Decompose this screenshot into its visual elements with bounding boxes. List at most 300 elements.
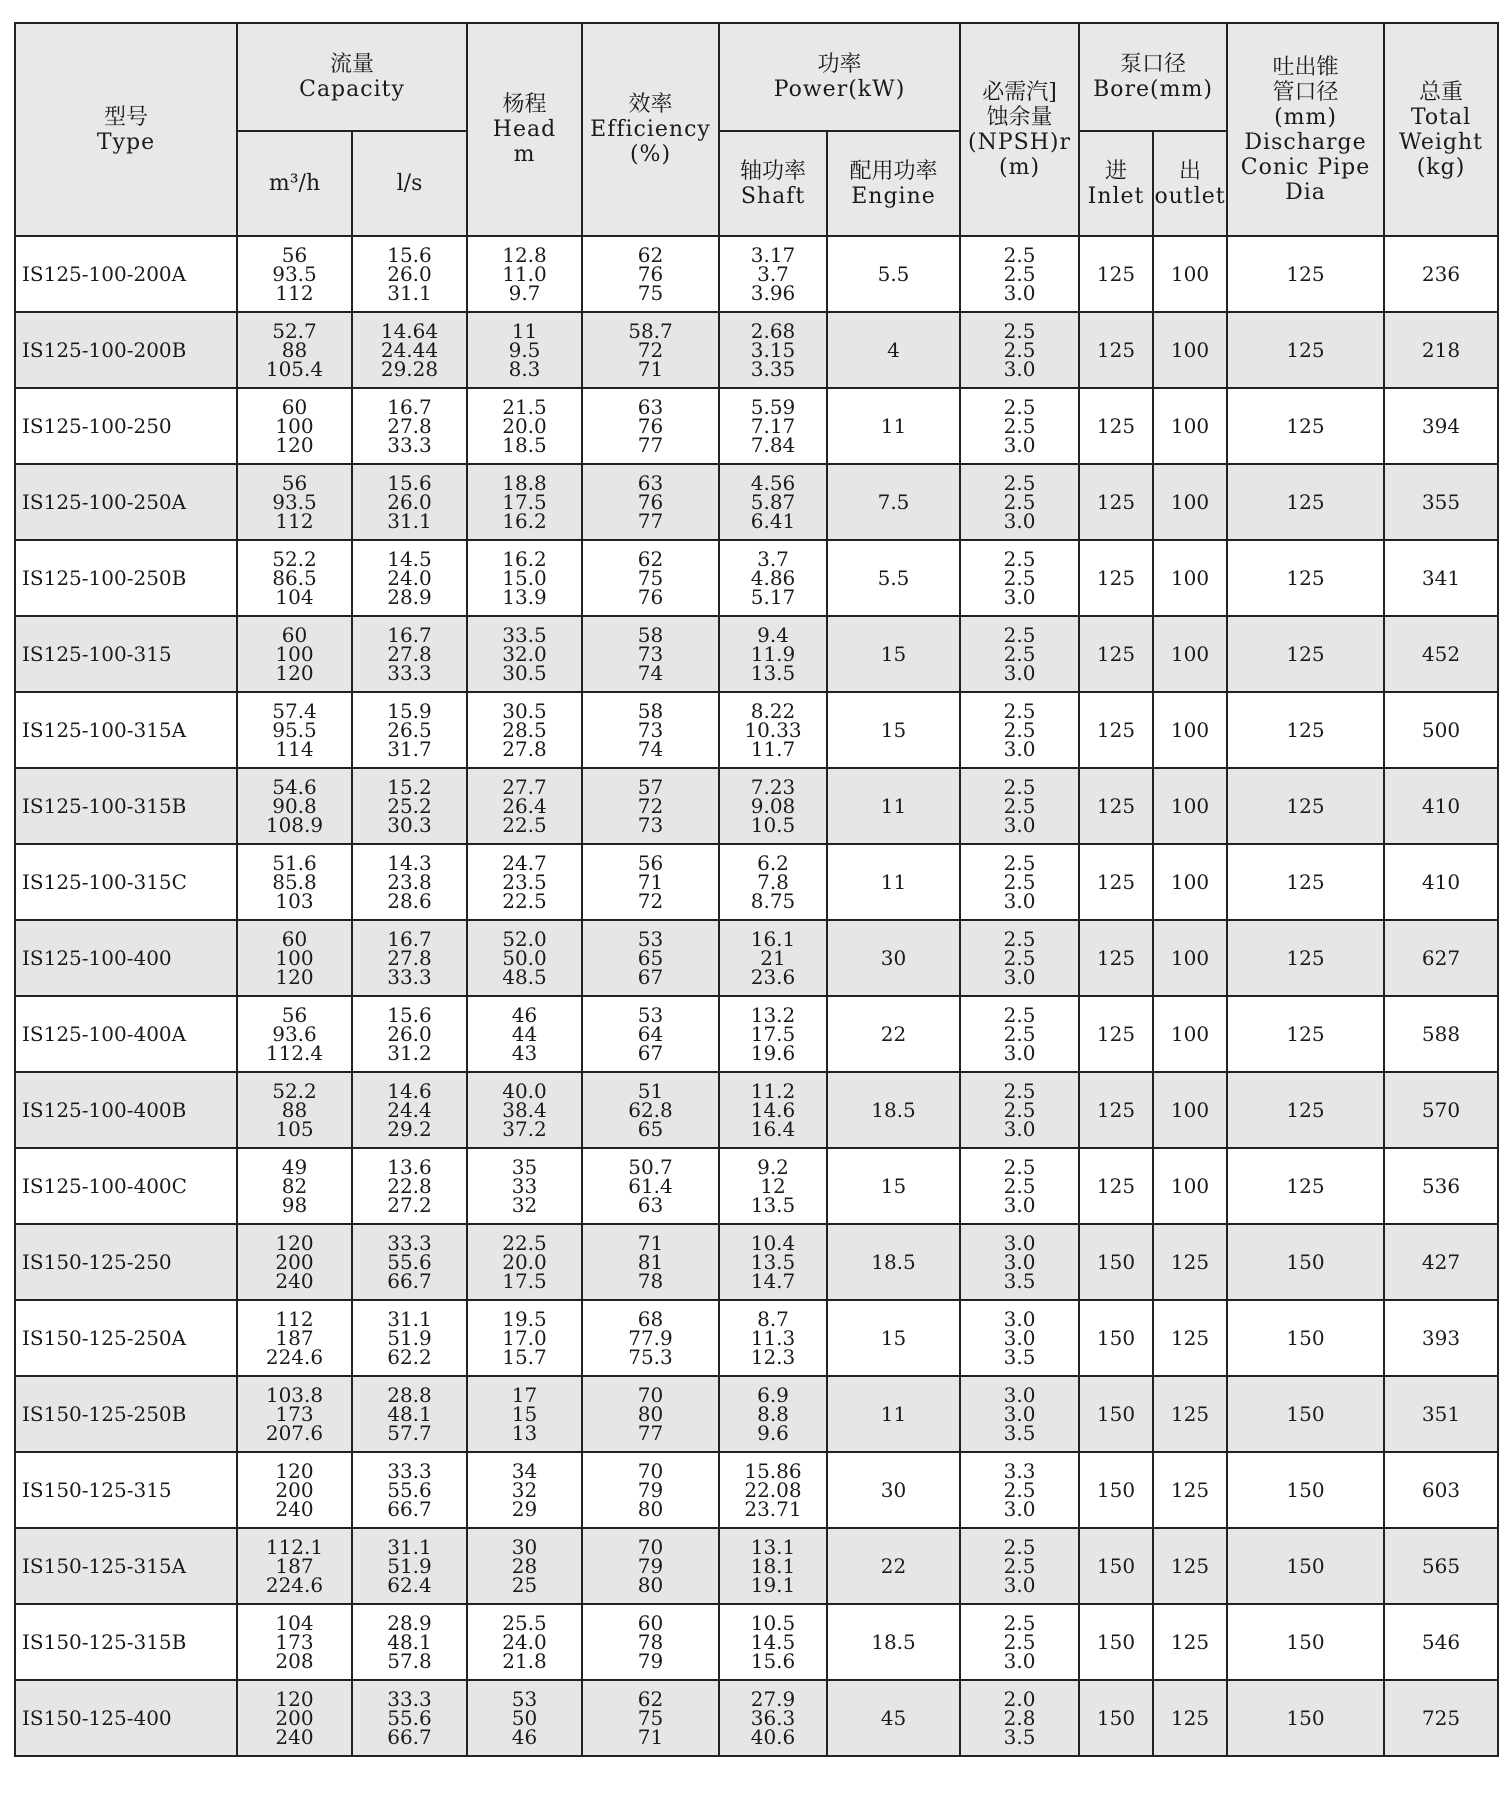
cell-value: 7.23 — [750, 774, 796, 799]
discharge-cell: 125 — [1227, 540, 1384, 616]
cell-value: 73 — [637, 812, 664, 837]
cell-value: 18.5 — [502, 432, 547, 457]
inlet-cell: 150 — [1079, 1528, 1153, 1604]
type-cell: IS125-100-400B — [15, 1072, 237, 1148]
cell-value: 62.8 — [628, 1097, 673, 1122]
cell-value: 77.9 — [628, 1325, 673, 1350]
inlet-cell: 125 — [1079, 692, 1153, 768]
capacity-ls-cell — [352, 1224, 467, 1300]
capacity-ls-cell — [352, 920, 467, 996]
cell-value: 46 — [511, 1002, 538, 1027]
cell-value: 2.5 — [1003, 1173, 1036, 1198]
shaft-power-cell — [719, 1680, 827, 1756]
cell-value: 20.0 — [502, 1249, 547, 1274]
cell-value: 2.5 — [1003, 261, 1036, 286]
weight-cell: 410 — [1384, 768, 1498, 844]
discharge-cell: 150 — [1227, 1680, 1384, 1756]
cell-value: 20.0 — [502, 413, 547, 438]
cell-value: 66.7 — [387, 1496, 432, 1521]
efficiency-cell — [582, 388, 719, 464]
cell-value: 40.0 — [502, 1078, 547, 1103]
capacity-m3h-cell — [237, 692, 352, 768]
cell-value: 16.2 — [502, 508, 547, 533]
cell-value: 79 — [637, 1553, 664, 1578]
shaft-power-cell — [719, 920, 827, 996]
cell-value: 28.8 — [387, 1382, 432, 1407]
cell-value: 33.3 — [387, 1230, 432, 1255]
cell-value: 11.3 — [750, 1325, 796, 1350]
outlet-cell: 100 — [1153, 996, 1227, 1072]
capacity-m3h-cell — [237, 540, 352, 616]
cell-value: 60 — [637, 1610, 664, 1635]
head-cell — [467, 1300, 582, 1376]
cell-value: 71 — [637, 1230, 664, 1255]
cell-value: 33.3 — [387, 432, 432, 457]
cell-value: 3.0 — [1003, 1496, 1036, 1521]
efficiency-cell — [582, 1300, 719, 1376]
cell-value: 2.5 — [1003, 774, 1036, 799]
weight-cell: 603 — [1384, 1452, 1498, 1528]
cell-value: 62 — [637, 242, 664, 267]
efficiency-cell — [582, 692, 719, 768]
weight-cell: 341 — [1384, 540, 1498, 616]
cell-value: 22.5 — [502, 812, 547, 837]
cell-value: 78 — [637, 1629, 664, 1654]
shaft-power-cell — [719, 1528, 827, 1604]
efficiency-cell — [582, 1376, 719, 1452]
table-row — [15, 1148, 1498, 1224]
table-row — [15, 1300, 1498, 1376]
shaft-power-cell — [719, 692, 827, 768]
cell-value: 6.2 — [757, 850, 789, 875]
cell-value: 18.1 — [750, 1553, 796, 1578]
weight-cell: 394 — [1384, 388, 1498, 464]
capacity-m3h-cell — [237, 616, 352, 692]
capacity-ls-cell — [352, 540, 467, 616]
cell-value: 105 — [275, 1116, 314, 1141]
npsh-cell — [960, 692, 1079, 768]
table-row — [15, 768, 1498, 844]
capacity-ls-cell — [352, 692, 467, 768]
cell-value: 49 — [281, 1154, 308, 1179]
cell-value: 7.84 — [750, 432, 796, 457]
weight-cell: 427 — [1384, 1224, 1498, 1300]
cell-value: 27.2 — [387, 1192, 432, 1217]
discharge-cell: 150 — [1227, 1452, 1384, 1528]
cell-value: 3.0 — [1003, 432, 1036, 457]
table-row — [15, 692, 1498, 768]
type-cell: IS150-125-400 — [15, 1680, 237, 1756]
capacity-m3h-cell — [237, 1680, 352, 1756]
cell-value: 71 — [637, 1724, 664, 1749]
capacity-m3h-cell — [237, 1376, 352, 1452]
cell-value: 240 — [275, 1724, 314, 1749]
cell-value: 21.5 — [502, 394, 547, 419]
cell-value: 3.0 — [1003, 1230, 1036, 1255]
cell-value: 27.9 — [750, 1686, 796, 1711]
cell-value: 56 — [281, 242, 308, 267]
type-cell: IS150-125-315A — [15, 1528, 237, 1604]
cell-value: 2.8 — [1003, 1705, 1036, 1730]
cell-value: 3.0 — [1003, 1325, 1036, 1350]
cell-value: 3.5 — [1003, 1344, 1036, 1369]
npsh-cell — [960, 1148, 1079, 1224]
cell-value: 2.68 — [750, 318, 796, 343]
cell-value: 60 — [281, 394, 308, 419]
cell-value: 3.96 — [750, 280, 796, 305]
table-row — [15, 1528, 1498, 1604]
cell-value: 3.0 — [1003, 888, 1036, 913]
cell-value: 52.2 — [272, 1078, 317, 1103]
inlet-cell: 150 — [1079, 1224, 1153, 1300]
cell-value: 9.4 — [757, 622, 789, 647]
cell-value: 13 — [511, 1420, 538, 1445]
cell-value: 14.6 — [387, 1078, 432, 1103]
cell-value: 17.5 — [750, 1021, 796, 1046]
cell-value: 17.5 — [502, 489, 547, 514]
inlet-cell: 125 — [1079, 1072, 1153, 1148]
efficiency-cell — [582, 540, 719, 616]
weight-cell: 500 — [1384, 692, 1498, 768]
cell-value: 64 — [637, 1021, 664, 1046]
discharge-cell: 150 — [1227, 1604, 1384, 1680]
cell-value: 90.8 — [272, 793, 317, 818]
capacity-ls-cell — [352, 1300, 467, 1376]
cell-value: 3.0 — [1003, 1040, 1036, 1065]
discharge-cell: 150 — [1227, 1224, 1384, 1300]
cell-value: 72 — [637, 337, 664, 362]
cell-value: 3.0 — [1003, 964, 1036, 989]
header-type: 型号 Type — [15, 23, 237, 236]
capacity-ls-cell — [352, 996, 467, 1072]
cell-value: 15.0 — [502, 565, 547, 590]
cell-value: 9.7 — [508, 280, 541, 305]
shaft-power-cell — [719, 1452, 827, 1528]
outlet-cell: 100 — [1153, 616, 1227, 692]
capacity-ls-cell — [352, 1604, 467, 1680]
cell-value: 14.64 — [380, 318, 439, 343]
weight-cell: 725 — [1384, 1680, 1498, 1756]
engine-power-cell: 22 — [827, 1528, 960, 1604]
npsh-cell — [960, 312, 1079, 388]
cell-value: 2.5 — [1003, 1154, 1036, 1179]
cell-value: 51.6 — [272, 850, 317, 875]
header-power-shaft: 轴功率 Shaft — [719, 131, 827, 236]
cell-value: 3.0 — [1003, 1306, 1036, 1331]
head-cell — [467, 1224, 582, 1300]
cell-value: 50.7 — [628, 1154, 673, 1179]
type-cell: IS125-100-315A — [15, 692, 237, 768]
cell-value: 30.5 — [502, 698, 547, 723]
shaft-power-cell — [719, 388, 827, 464]
weight-cell: 236 — [1384, 236, 1498, 312]
cell-value: 28.9 — [387, 1610, 432, 1635]
head-cell — [467, 996, 582, 1072]
cell-value: 25.2 — [387, 793, 432, 818]
cell-value: 88 — [281, 1097, 308, 1122]
cell-value: 27.8 — [387, 641, 432, 666]
cell-value: 78 — [637, 1268, 664, 1293]
cell-value: 51.9 — [387, 1553, 432, 1578]
shaft-power-cell — [719, 1376, 827, 1452]
shaft-power-cell — [719, 1300, 827, 1376]
inlet-cell: 125 — [1079, 768, 1153, 844]
cell-value: 14.5 — [750, 1629, 796, 1654]
engine-power-cell: 45 — [827, 1680, 960, 1756]
cell-value: 93.5 — [272, 261, 317, 286]
cell-value: 208 — [275, 1648, 314, 1673]
discharge-cell: 150 — [1227, 1300, 1384, 1376]
cell-value: 51 — [637, 1078, 664, 1103]
cell-value: 56 — [281, 470, 308, 495]
cell-value: 2.5 — [1003, 489, 1036, 514]
cell-value: 12 — [760, 1173, 786, 1198]
weight-cell: 588 — [1384, 996, 1498, 1072]
cell-value: 75 — [637, 280, 664, 305]
head-cell — [467, 1148, 582, 1224]
inlet-cell: 125 — [1079, 540, 1153, 616]
cell-value: 77 — [637, 508, 664, 533]
cell-value: 79 — [637, 1648, 664, 1673]
pump-spec-table — [14, 22, 1499, 1757]
capacity-m3h-cell — [237, 996, 352, 1072]
cell-value: 2.5 — [1003, 622, 1036, 647]
cell-value: 75 — [637, 565, 664, 590]
cell-value: 31.1 — [387, 508, 432, 533]
cell-value: 112 — [275, 508, 314, 533]
npsh-cell — [960, 1072, 1079, 1148]
cell-value: 2.5 — [1003, 318, 1036, 343]
capacity-ls-cell — [352, 464, 467, 540]
efficiency-cell — [582, 312, 719, 388]
cell-value: 100 — [275, 641, 314, 666]
cell-value: 2.5 — [1003, 546, 1036, 571]
weight-cell: 536 — [1384, 1148, 1498, 1224]
cell-value: 32 — [511, 1477, 538, 1502]
cell-value: 13.5 — [750, 1192, 796, 1217]
cell-value: 30.5 — [502, 660, 547, 685]
cell-value: 86.5 — [272, 565, 317, 590]
cell-value: 56 — [281, 1002, 308, 1027]
capacity-ls-cell — [352, 768, 467, 844]
cell-value: 71 — [637, 356, 664, 381]
table-header — [15, 23, 1498, 236]
cell-value: 70 — [637, 1534, 664, 1559]
engine-power-cell: 11 — [827, 844, 960, 920]
efficiency-cell — [582, 1604, 719, 1680]
cell-value: 57 — [637, 774, 664, 799]
cell-value: 17.0 — [502, 1325, 547, 1350]
efficiency-cell — [582, 1528, 719, 1604]
capacity-ls-cell — [352, 844, 467, 920]
engine-power-cell: 18.5 — [827, 1224, 960, 1300]
cell-value: 4.56 — [750, 470, 796, 495]
cell-value: 67 — [637, 964, 664, 989]
header-bore-inlet: 进 Inlet — [1079, 131, 1153, 236]
cell-value: 98 — [281, 1192, 308, 1217]
cell-value: 103.8 — [265, 1382, 324, 1407]
cell-value: 26.0 — [387, 261, 432, 286]
cell-value: 15.86 — [744, 1458, 802, 1483]
cell-value: 3.0 — [1003, 280, 1036, 305]
shaft-power-cell — [719, 312, 827, 388]
cell-value: 46 — [511, 1724, 538, 1749]
engine-power-cell: 5.5 — [827, 540, 960, 616]
capacity-m3h-cell — [237, 1300, 352, 1376]
type-cell: IS125-100-315 — [15, 616, 237, 692]
cell-value: 32 — [511, 1192, 538, 1217]
engine-power-cell: 30 — [827, 1452, 960, 1528]
table-row — [15, 1452, 1498, 1528]
cell-value: 2.5 — [1003, 1078, 1036, 1103]
engine-power-cell: 18.5 — [827, 1604, 960, 1680]
head-cell — [467, 768, 582, 844]
npsh-cell — [960, 540, 1079, 616]
cell-value: 31.1 — [387, 1306, 432, 1331]
cell-value: 26.5 — [387, 717, 432, 742]
capacity-m3h-cell — [237, 312, 352, 388]
cell-value: 62.2 — [387, 1344, 432, 1369]
outlet-cell: 100 — [1153, 768, 1227, 844]
outlet-cell: 125 — [1153, 1680, 1227, 1756]
cell-value: 22.08 — [744, 1477, 802, 1502]
cell-value: 7.8 — [757, 869, 789, 894]
cell-value: 24.4 — [387, 1097, 432, 1122]
type-cell: IS150-125-250A — [15, 1300, 237, 1376]
outlet-cell: 125 — [1153, 1224, 1227, 1300]
inlet-cell: 125 — [1079, 996, 1153, 1072]
cell-value: 33 — [511, 1173, 538, 1198]
cell-value: 187 — [275, 1325, 314, 1350]
type-cell: IS150-125-315 — [15, 1452, 237, 1528]
engine-power-cell: 15 — [827, 1300, 960, 1376]
cell-value: 3.17 — [750, 242, 796, 267]
cell-value: 120 — [275, 660, 314, 685]
weight-cell: 546 — [1384, 1604, 1498, 1680]
cell-value: 55.6 — [387, 1249, 432, 1274]
cell-value: 77 — [637, 432, 664, 457]
cell-value: 80 — [637, 1572, 664, 1597]
outlet-cell: 125 — [1153, 1376, 1227, 1452]
cell-value: 18.8 — [502, 470, 547, 495]
discharge-cell: 125 — [1227, 996, 1384, 1072]
cell-value: 55.6 — [387, 1477, 432, 1502]
cell-value: 24.7 — [502, 850, 547, 875]
cell-value: 55.6 — [387, 1705, 432, 1730]
cell-value: 23.8 — [387, 869, 432, 894]
cell-value: 207.6 — [265, 1420, 324, 1445]
capacity-m3h-cell — [237, 388, 352, 464]
cell-value: 104 — [275, 1610, 314, 1635]
cell-value: 8.22 — [750, 698, 796, 723]
table-row — [15, 388, 1498, 464]
cell-value: 11.9 — [750, 641, 796, 666]
table-row — [15, 844, 1498, 920]
cell-value: 2.5 — [1003, 850, 1036, 875]
npsh-cell — [960, 464, 1079, 540]
cell-value: 2.5 — [1003, 394, 1036, 419]
cell-value: 15.6 — [387, 470, 432, 495]
cell-value: 10.33 — [744, 717, 802, 742]
shaft-power-cell — [719, 768, 827, 844]
engine-power-cell: 22 — [827, 996, 960, 1072]
cell-value: 240 — [275, 1268, 314, 1293]
header-head: 杨程 Head m — [467, 23, 582, 236]
cell-value: 2.5 — [1003, 793, 1036, 818]
cell-value: 38.4 — [502, 1097, 547, 1122]
cell-value: 9.5 — [508, 337, 541, 362]
capacity-ls-cell — [352, 1376, 467, 1452]
cell-value: 60 — [281, 926, 308, 951]
cell-value: 3.0 — [1003, 660, 1036, 685]
shaft-power-cell — [719, 236, 827, 312]
cell-value: 48.5 — [502, 964, 547, 989]
weight-cell: 218 — [1384, 312, 1498, 388]
cell-value: 27.8 — [387, 945, 432, 970]
cell-value: 2.5 — [1003, 565, 1036, 590]
cell-value: 74 — [637, 736, 664, 761]
cell-value: 53 — [637, 1002, 664, 1027]
cell-value: 3.0 — [1003, 1116, 1036, 1141]
outlet-cell: 125 — [1153, 1604, 1227, 1680]
cell-value: 27.8 — [502, 736, 547, 761]
cell-value: 15 — [511, 1401, 538, 1426]
discharge-cell: 125 — [1227, 616, 1384, 692]
table-row — [15, 1680, 1498, 1756]
cell-value: 14.5 — [387, 546, 432, 571]
table-row — [15, 1604, 1498, 1680]
cell-value: 3.0 — [1003, 584, 1036, 609]
weight-cell: 452 — [1384, 616, 1498, 692]
type-cell: IS125-100-400A — [15, 996, 237, 1072]
capacity-m3h-cell — [237, 1604, 352, 1680]
cell-value: 12.3 — [750, 1344, 796, 1369]
cell-value: 31.1 — [387, 1534, 432, 1559]
cell-value: 16.7 — [387, 622, 432, 647]
type-cell: IS150-125-250B — [15, 1376, 237, 1452]
engine-power-cell: 5.5 — [827, 236, 960, 312]
cell-value: 33.3 — [387, 1458, 432, 1483]
cell-value: 75.3 — [628, 1344, 673, 1369]
cell-value: 224.6 — [265, 1572, 324, 1597]
cell-value: 16.7 — [387, 926, 432, 951]
table-row — [15, 1376, 1498, 1452]
cell-value: 100 — [275, 945, 314, 970]
cell-value: 4.86 — [750, 565, 796, 590]
cell-value: 3.0 — [1003, 356, 1036, 381]
cell-value: 2.5 — [1003, 470, 1036, 495]
engine-power-cell: 15 — [827, 616, 960, 692]
engine-power-cell: 4 — [827, 312, 960, 388]
header-capacity-ls: l/s — [352, 131, 467, 236]
cell-value: 28.6 — [387, 888, 432, 913]
efficiency-cell — [582, 1680, 719, 1756]
outlet-cell: 100 — [1153, 920, 1227, 996]
engine-power-cell: 18.5 — [827, 1072, 960, 1148]
cell-value: 11.2 — [750, 1078, 796, 1103]
cell-value: 28 — [511, 1553, 538, 1578]
cell-value: 52.7 — [272, 318, 317, 343]
cell-value: 14.6 — [750, 1097, 796, 1122]
cell-value: 2.5 — [1003, 717, 1036, 742]
cell-value: 19.1 — [750, 1572, 796, 1597]
cell-value: 5.87 — [750, 489, 796, 514]
cell-value: 48.1 — [387, 1629, 432, 1654]
cell-value: 112 — [275, 1306, 314, 1331]
head-cell — [467, 692, 582, 768]
cell-value: 14.7 — [750, 1268, 796, 1293]
efficiency-cell — [582, 1148, 719, 1224]
